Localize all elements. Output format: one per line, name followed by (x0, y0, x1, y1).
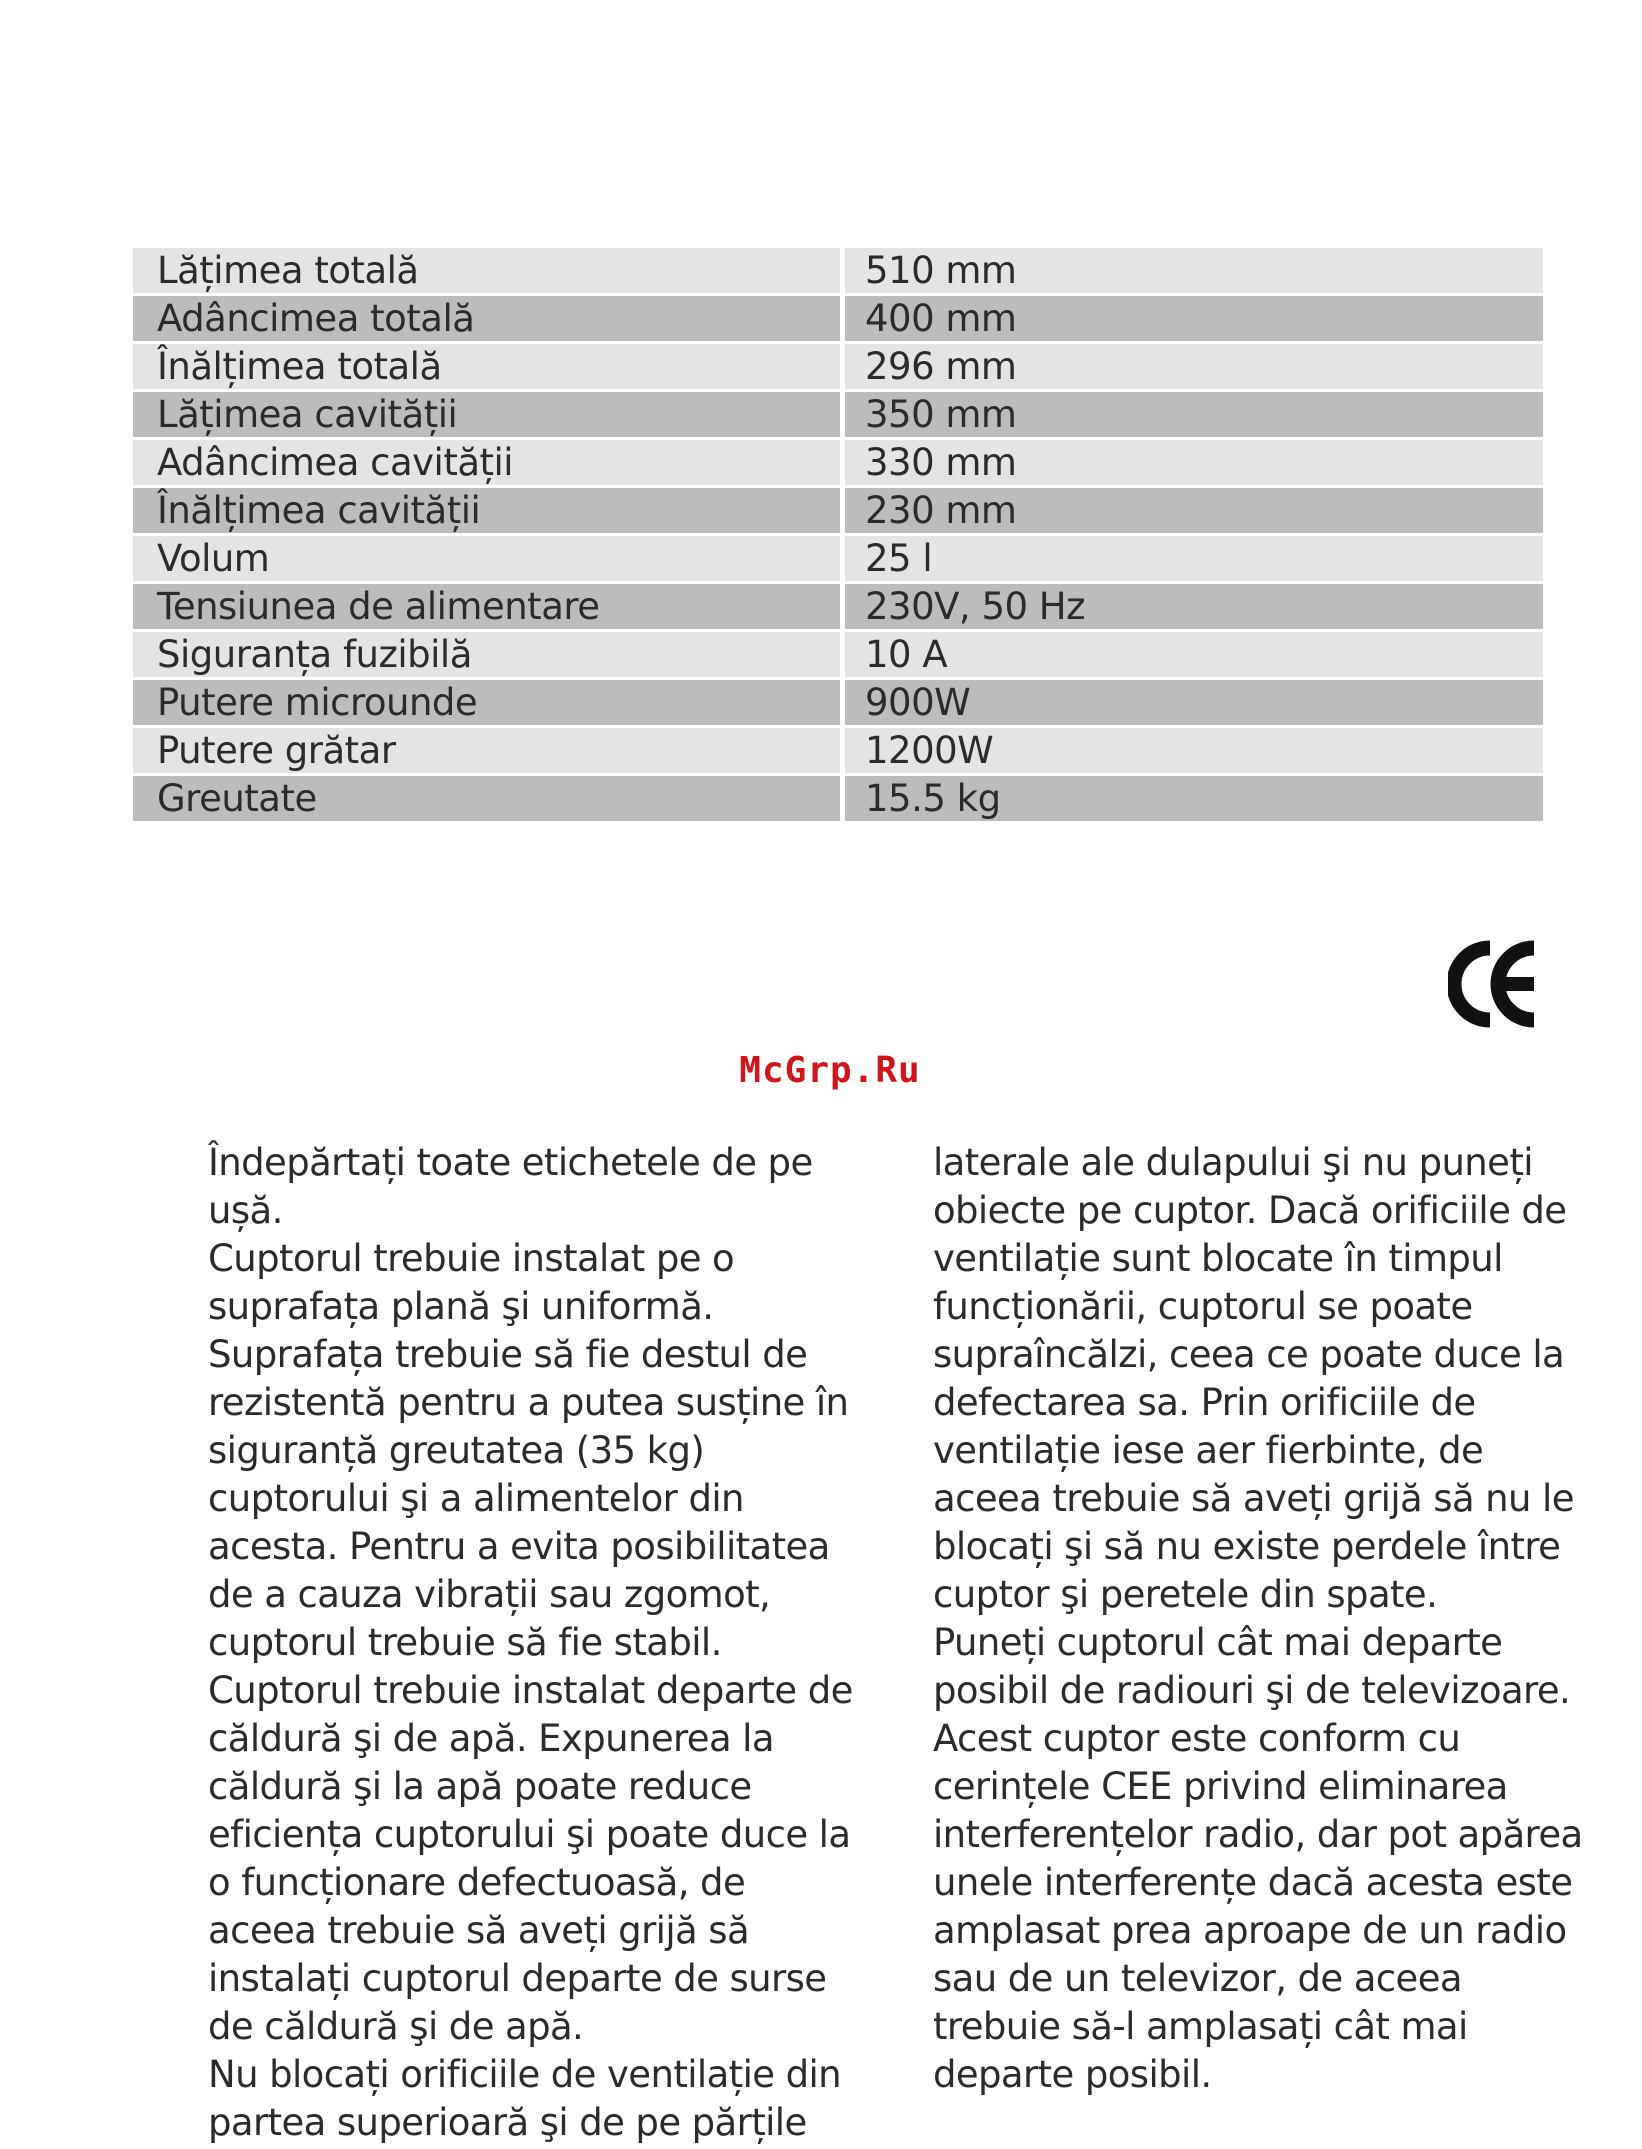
text-line: suprafața plană şi uniformă. (208, 1285, 714, 1328)
specifications-table (133, 248, 1543, 824)
spec-row (133, 680, 1543, 728)
text-line: cuptor şi peretele din spate. (933, 1573, 1438, 1616)
spec-value: 350 mm (845, 392, 1543, 437)
spec-row (133, 632, 1543, 680)
text-line: Acest cuptor este conform cu (933, 1717, 1461, 1760)
spec-row (133, 392, 1543, 440)
spec-label: Adâncimea totală (133, 296, 840, 341)
spec-label: Lățimea totală (133, 248, 840, 293)
text-line: supraîncălzi, ceea ce poate duce la (933, 1333, 1565, 1376)
text-line: sau de un televizor, de aceea (933, 1957, 1462, 2000)
spec-value: 1200W (845, 728, 1543, 773)
text-line: aceea trebuie să aveți grijă să (208, 1909, 750, 1952)
spec-row (133, 728, 1543, 776)
text-line: ventilație sunt blocate în timpul (933, 1237, 1503, 1280)
text-line: Cuptorul trebuie instalat departe de (208, 1669, 853, 1712)
text-line: ușă. (208, 1189, 283, 1232)
text-line: unele interferențe dacă acesta este (933, 1861, 1573, 1904)
text-line: interferențelor radio, dar pot apărea (933, 1813, 1583, 1856)
text-line: cuptorul trebuie să fie stabil. (208, 1621, 722, 1664)
spec-label: Tensiunea de alimentare (133, 584, 840, 629)
text-line: trebuie să-l amplasați cât mai (933, 2005, 1468, 2048)
spec-label: Lățimea cavității (133, 392, 840, 437)
text-line: acesta. Pentru a evita posibilitatea (208, 1525, 830, 1568)
text-line: eficiența cuptorului şi poate duce la (208, 1813, 851, 1856)
text-line: de căldură şi de apă. (208, 2005, 584, 2048)
spec-row (133, 248, 1543, 296)
spec-value: 230V, 50 Hz (845, 584, 1543, 629)
spec-row (133, 344, 1543, 392)
spec-label: Înălțimea totală (133, 344, 840, 389)
spec-row (133, 584, 1543, 632)
text-line: departe posibil. (933, 2053, 1212, 2096)
text-line: Îndepărtați toate etichetele de pe (208, 1141, 813, 1184)
text-line: căldură şi la apă poate reduce (208, 1765, 752, 1808)
instructions-right-column (933, 1139, 1583, 2099)
text-line: aceea trebuie să aveți grijă să nu le (933, 1477, 1574, 1520)
spec-value: 25 l (845, 536, 1543, 581)
spec-value: 10 A (845, 632, 1543, 677)
spec-value: 900W (845, 680, 1543, 725)
spec-label: Adâncimea cavității (133, 440, 840, 485)
spec-label: Volum (133, 536, 840, 581)
text-line: defectarea sa. Prin orificiile de (933, 1381, 1476, 1424)
text-line: amplasat prea aproape de un radio (933, 1909, 1567, 1952)
text-line: obiecte pe cuptor. Dacă orificiile de (933, 1189, 1567, 1232)
text-line: cerințele CEE privind eliminarea (933, 1765, 1508, 1808)
text-line: funcționării, cuptorul se poate (933, 1285, 1473, 1328)
text-line: posibil de radiouri şi de televizoare. (933, 1669, 1571, 1712)
text-line: partea superioară şi de pe părțile (208, 2101, 807, 2144)
instructions-left-column (208, 1139, 853, 2147)
spec-label: Putere grătar (133, 728, 840, 773)
text-line: ventilație iese aer fierbinte, de (933, 1429, 1484, 1472)
spec-value: 400 mm (845, 296, 1543, 341)
spec-row (133, 776, 1543, 824)
text-line: siguranță greutatea (35 kg) (208, 1429, 705, 1472)
text-line: Puneți cuptorul cât mai departe (933, 1621, 1503, 1664)
spec-row (133, 488, 1543, 536)
spec-value: 15.5 kg (845, 776, 1543, 821)
text-line: o funcționare defectuoasă, de (208, 1861, 746, 1904)
ce-mark-icon (1448, 940, 1538, 1028)
watermark: McGrp.Ru (739, 1050, 921, 1091)
text-line: Suprafața trebuie să fie destul de (208, 1333, 808, 1376)
spec-row (133, 440, 1543, 488)
text-line: căldură şi de apă. Expunerea la (208, 1717, 774, 1760)
spec-row (133, 536, 1543, 584)
spec-label: Putere microunde (133, 680, 840, 725)
text-line: Nu blocați orificiile de ventilație din (208, 2053, 841, 2096)
text-line: cuptorului şi a alimentelor din (208, 1477, 744, 1520)
spec-value: 510 mm (845, 248, 1543, 293)
text-line: de a cauza vibrații sau zgomot, (208, 1573, 771, 1616)
spec-value: 330 mm (845, 440, 1543, 485)
text-line: instalați cuptorul departe de surse (208, 1957, 827, 2000)
spec-label: Siguranța fuzibilă (133, 632, 840, 677)
text-line: blocați şi să nu existe perdele între (933, 1525, 1561, 1568)
text-line: rezistentă pentru a putea susține în (208, 1381, 849, 1424)
spec-label: Înălțimea cavității (133, 488, 840, 533)
spec-value: 296 mm (845, 344, 1543, 389)
spec-value: 230 mm (845, 488, 1543, 533)
spec-label: Greutate (133, 776, 840, 821)
text-line: laterale ale dulapului şi nu puneți (933, 1141, 1533, 1184)
spec-row (133, 296, 1543, 344)
text-line: Cuptorul trebuie instalat pe o (208, 1237, 735, 1280)
